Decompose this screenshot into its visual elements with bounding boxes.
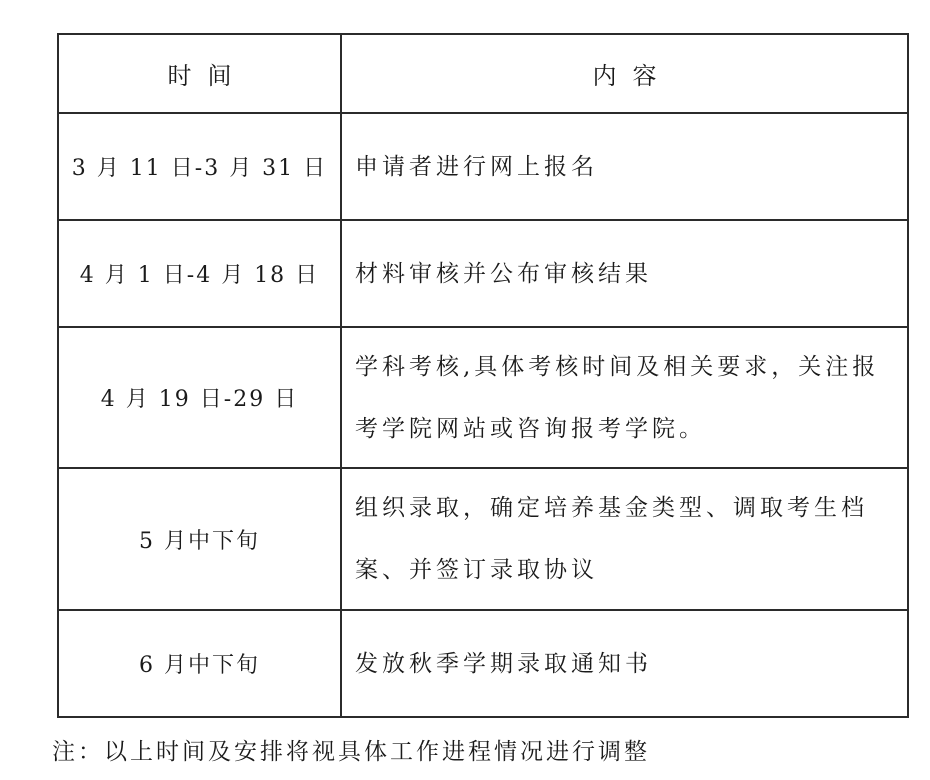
table-header-row (58, 34, 908, 113)
content-cell: 组织录取，确定培养基金类型、调取考生档案、并签订录取协议 (341, 468, 908, 610)
schedule-note: 注：以上时间及安排将视具体工作进程情况进行调整 (52, 739, 650, 765)
time-cell: 6 月中下旬 (58, 610, 341, 717)
time-cell: 3 月 11 日-3 月 31 日 (58, 113, 341, 220)
table-row (58, 610, 908, 717)
content-cell: 发放秋季学期录取通知书 (341, 610, 908, 717)
table-row (58, 468, 908, 610)
content-cell: 材料审核并公布审核结果 (341, 220, 908, 327)
content-cell: 申请者进行网上报名 (341, 113, 908, 220)
header-time: 时间 (58, 34, 341, 113)
table-row (58, 220, 908, 327)
table-row (58, 113, 908, 220)
time-cell: 4 月 1 日-4 月 18 日 (58, 220, 341, 327)
time-cell: 5 月中下旬 (58, 468, 341, 610)
admission-schedule-table (57, 33, 909, 718)
content-cell: 学科考核,具体考核时间及相关要求，关注报考学院网站或咨询报考学院。 (341, 327, 908, 468)
table-row (58, 327, 908, 468)
header-content: 内容 (341, 34, 908, 113)
time-cell: 4 月 19 日-29 日 (58, 327, 341, 468)
